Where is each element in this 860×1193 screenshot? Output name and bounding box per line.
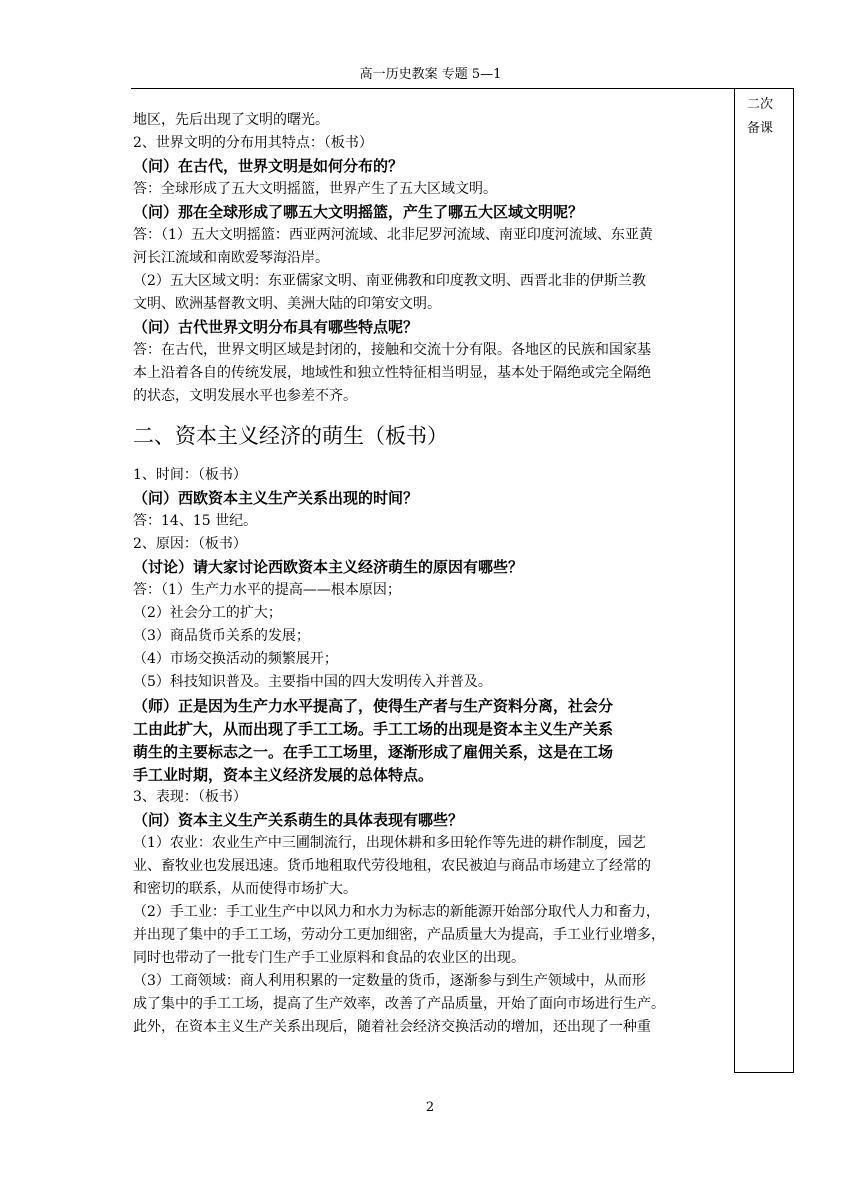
body-line: （5）科技知识普及。主要指中国的四大发明传入并普及。: [133, 674, 492, 690]
question-line: （问）古代世界文明分布具有哪些特点呢？: [133, 318, 419, 336]
body-line: 此外，在资本主义生产关系出现后，随着社会经济交换活动的增加，还出现了一种重: [133, 1019, 651, 1035]
lesson-body: [133, 109, 730, 1039]
body-line: 3、表现：（板书）: [133, 789, 247, 805]
body-line: 成了集中的手工工场，提高了生产效率，改善了产品质量，开始了面向市场进行生产。: [133, 996, 665, 1012]
page-header: 高一历史教案 专题 5—1: [359, 67, 502, 82]
question-line: （问）那在全球形成了哪五大文明摇篮，产生了哪五大区域文明呢？: [133, 203, 584, 221]
body-line: （3）工商领域：商人利用积累的一定数量的货币，逐渐参与到生产领域中，从而形: [133, 973, 646, 989]
body-line: 答：（1）生产力水平的提高——根本原因；: [133, 582, 401, 598]
body-line: 答：在古代，世界文明区域是封闭的，接触和交流十分有限。各地区的民族和国家基: [133, 342, 651, 358]
header-rule: [131, 88, 734, 89]
body-line: 同时也带动了一批专门生产手工业原料和食品的农业区的出现。: [133, 950, 525, 966]
side-box-label-2: 备课: [747, 121, 774, 136]
body-line: 2、世界文明的分布用其特点：（板书）: [133, 135, 373, 151]
body-line: （2）五大区域文明：东亚儒家文明、南亚佛教和印度教文明、西晋北非的伊斯兰教: [133, 273, 646, 289]
body-line: 地区，先后出现了文明的曙光。: [133, 112, 329, 128]
teacher-note-line: 手工业时期，资本主义经济发展的总体特点。: [133, 766, 434, 784]
body-line: 文明、欧洲基督教文明、美洲大陆的印第安文明。: [133, 296, 441, 312]
body-line: （3）商品货币关系的发展；: [133, 628, 310, 644]
lesson-prep-box: [734, 88, 794, 1073]
body-line: 业、畜牧业也发展迅速。货币地租取代劳役地租，农民被迫与商品市场建立了经常的: [133, 858, 651, 874]
body-line: 答：14、15 世纪。: [133, 513, 258, 529]
question-line: （问）在古代，世界文明是如何分布的？: [133, 157, 404, 175]
body-line: 的状态，文明发展水平也参差不齐。: [133, 388, 357, 404]
body-line: （2）社会分工的扩大；: [133, 605, 282, 621]
question-line: （问）西欧资本主义生产关系出现的时间？: [133, 489, 419, 507]
body-line: （2）手工业：手工业生产中以风力和水力为标志的新能源开始部分取代人力和畜力，: [133, 904, 660, 920]
teacher-note-line: （师）正是因为生产力水平提高了，使得生产者与生产资料分离，社会分: [133, 697, 614, 715]
teacher-note-line: 萌生的主要标志之一。在手工工场里，逐渐形成了雇佣关系，这是在工场: [133, 743, 614, 761]
body-line: 并出现了集中的手工工场，劳动分工更加细密，产品质量大为提高，手工业行业增多，: [133, 927, 665, 943]
body-line: 2、原因：（板书）: [133, 536, 247, 552]
body-line: 本上沿着各自的传统发展，地域性和独立性特征相当明显，基本处于隔绝或完全隔绝: [133, 365, 651, 381]
body-line: 答：（1）五大文明摇篮：西亚两河流域、北非尼罗河流域、南亚印度河流域、东亚黄: [133, 227, 653, 243]
body-line: （1）农业：农业生产中三圃制流行，出现休耕和多田轮作等先进的耕作制度，园艺: [133, 835, 646, 851]
teacher-note-line: 工由此扩大，从而出现了手工工场。手工工场的出现是资本主义生产关系: [133, 720, 614, 738]
question-line: （问）资本主义生产关系萌生的具体表现有哪些？: [133, 811, 464, 829]
section-heading: 二、资本主义经济的萌生（板书）: [133, 424, 448, 448]
question-line: （讨论）请大家讨论西欧资本主义经济萌生的原因有哪些？: [133, 558, 524, 576]
body-line: （4）市场交换活动的频繁展开；: [133, 651, 338, 667]
body-line: 河长江流域和南欧爱琴海沿岸。: [133, 250, 329, 266]
page-number: 2: [425, 1100, 435, 1115]
side-box-label-1: 二次: [747, 97, 774, 112]
body-line: 答：全球形成了五大文明摇篮，世界产生了五大区域文明。: [133, 181, 497, 197]
body-line: 1、时间：（板书）: [133, 467, 247, 483]
body-line: 和密切的联系，从而使得市场扩大。: [133, 881, 357, 897]
